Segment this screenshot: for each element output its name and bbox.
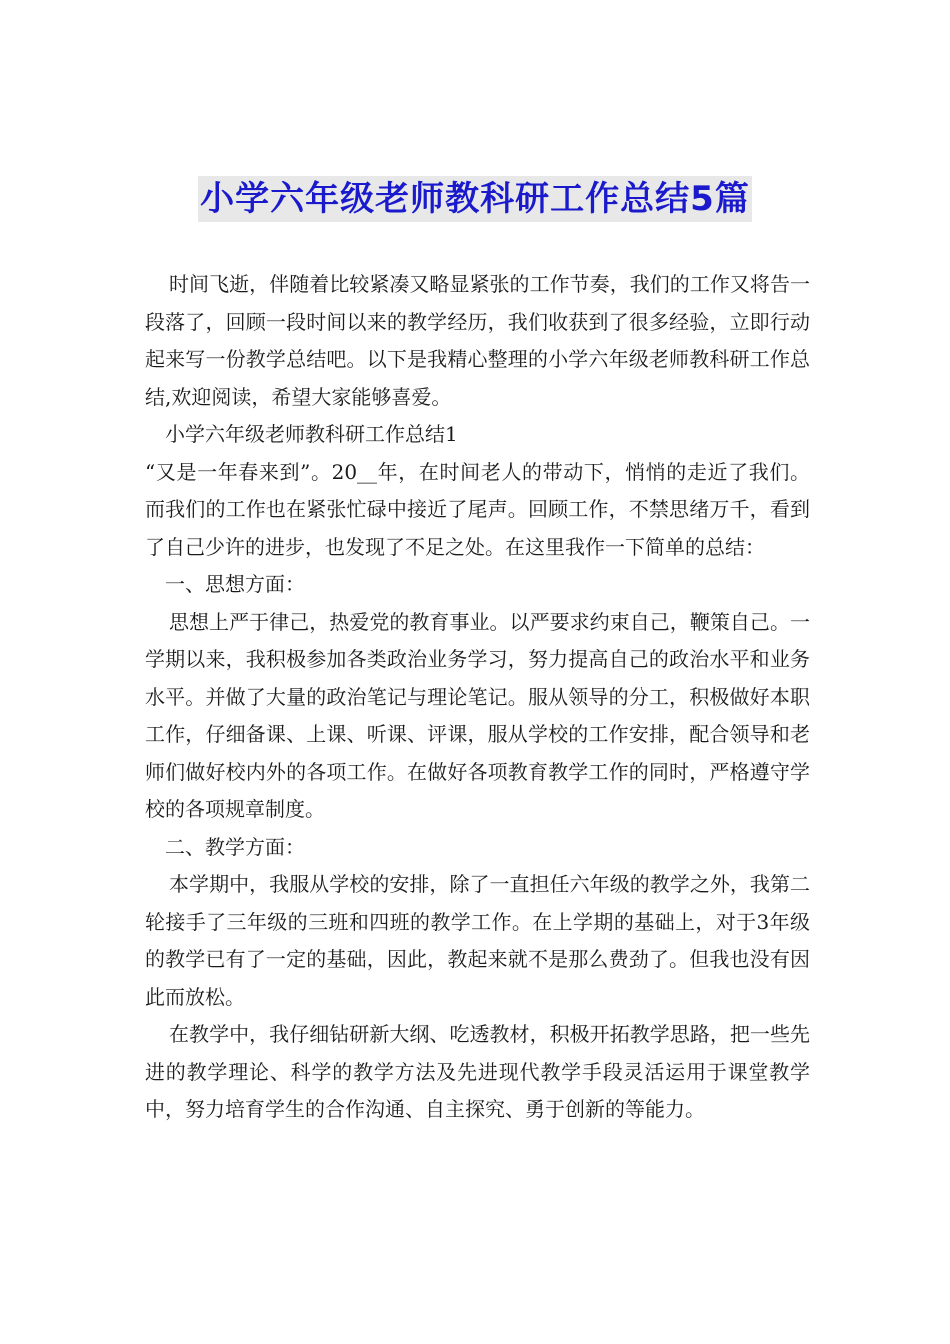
- body-paragraph: 在教学中，我仔细钻研新大纲、吃透教材，积极开拓教学思路，把一些先进的教学理论、科学的教学方法及先进现代教学手段灵活运用于课堂教学中，努力培育学生的合作沟通、自主探究、勇于创新的等能力。: [145, 1022, 810, 1121]
- intro-paragraph: 时间飞逝，伴随着比较紧凑又略显紧张的工作节奏，我们的工作又将告一段落了，回顾一段时间以来的教学经历，我们收获到了很多经验，立即行动起来写一份教学总结吧。以下是我精心整理的小学六年级老师教科研工作总结,欢迎阅读，希望大家能够喜爱。: [145, 272, 810, 409]
- title-container: [0, 176, 950, 222]
- body-paragraph: 思想上严于律己，热爱党的教育事业。以严要求约束自己，鞭策自己。一学期以来，我积极参加各类政治业务学习，努力提高自己的政治水平和业务水平。并做了大量的政治笔记与理论笔记。服从领导的分工，积极做好本职工作，仔细备课、上课、听课、评课，服从学校的工作安排，配合领导和老师们做好校内外的各项工作。在做好各项教育教学工作的同时，严格遵守学校的各项规章制度。: [145, 609, 810, 821]
- section-heading-1: 小学六年级老师教科研工作总结1: [165, 422, 458, 446]
- body-paragraph: 本学期中，我服从学校的安排，除了一直担任六年级的教学之外，我第二轮接手了三年级的三班和四班的教学工作。在上学期的基础上，对于3年级的教学已有了一定的基础，因此，教起来就不是那么费劲了。但我也没有因此而放松。: [145, 872, 810, 1009]
- subheading-teaching: 二、教学方面：: [165, 834, 305, 859]
- document-body: [145, 266, 810, 1129]
- subheading-thought: 一、思想方面：: [165, 572, 305, 596]
- document-title: 小学六年级老师教科研工作总结5篇: [198, 176, 752, 222]
- body-paragraph: “又是一年春来到”。20__年，在时间老人的带动下，悄悄的走近了我们。而我们的工作也在紧张忙碌中接近了尾声。回顾工作，不禁思绪万千，看到了自己少许的进步，也发现了不足之处。在这里我作一下简单的总结：: [145, 459, 810, 559]
